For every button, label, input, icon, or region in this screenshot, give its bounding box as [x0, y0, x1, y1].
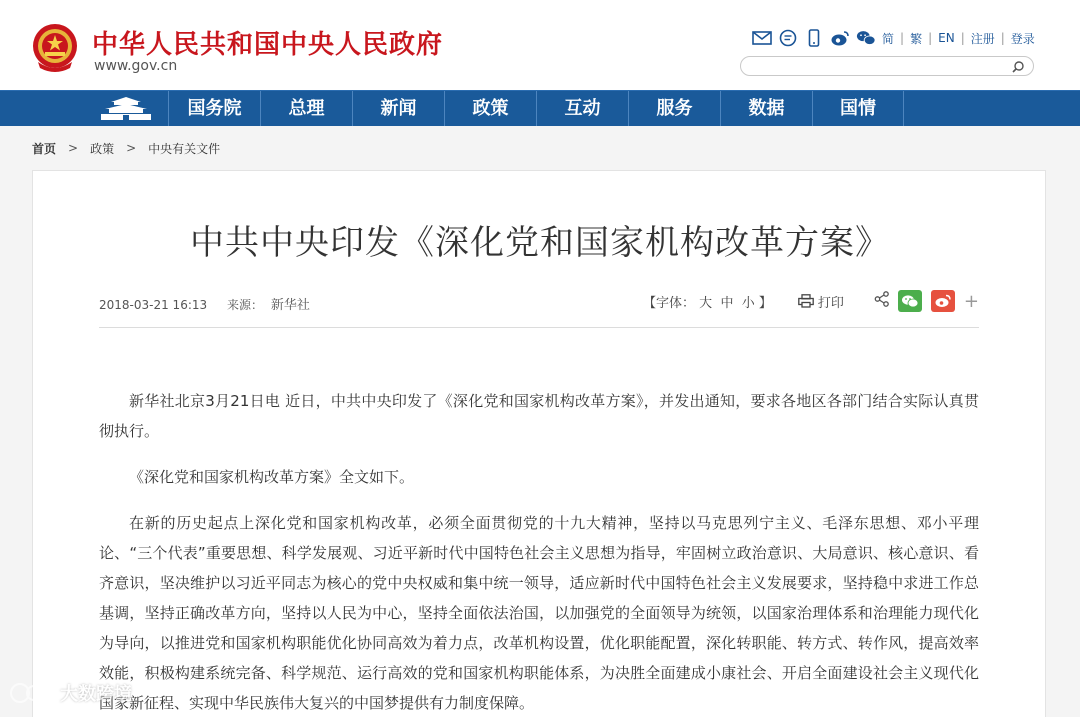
- article-card: [32, 170, 1046, 717]
- watermark-logo-icon: [10, 681, 54, 705]
- mail-icon[interactable]: [752, 29, 772, 47]
- breadcrumb-home[interactable]: 首页: [32, 141, 57, 156]
- nav-item-national-info[interactable]: 国情: [812, 91, 904, 126]
- site-domain[interactable]: www.gov.cn: [94, 58, 178, 74]
- chevron-right-icon: >: [126, 141, 137, 155]
- watermark: [10, 680, 132, 706]
- wechat-icon[interactable]: [856, 29, 876, 47]
- article-meta: [99, 294, 310, 313]
- print-button[interactable]: [798, 292, 844, 311]
- watermark-text: 大数跨境: [60, 684, 132, 705]
- more-share-icon[interactable]: +: [963, 290, 979, 312]
- breadcrumb-policy[interactable]: 政策: [90, 141, 115, 156]
- nav-home-tiananmen-icon[interactable]: [84, 91, 168, 126]
- article-paragraph: 新华社北京3月21日电 近日，中共中央印发了《深化党和国家机构改革方案》，并发出通知，要求各地区各部门结合实际认真贯彻执行。: [99, 392, 979, 440]
- national-emblem-icon[interactable]: [30, 22, 80, 74]
- font-size-label: 【字体：: [643, 295, 696, 311]
- search-box: [740, 56, 1034, 76]
- simplified-chinese-link[interactable]: 简: [882, 31, 895, 46]
- traditional-chinese-link[interactable]: 繁: [910, 31, 923, 46]
- site-header: [0, 0, 1080, 90]
- site-title[interactable]: 中华人民共和国中央人民政府: [92, 30, 444, 60]
- nav-item-premier[interactable]: 总理: [260, 91, 352, 126]
- english-link[interactable]: EN: [938, 31, 955, 45]
- font-size-large[interactable]: 大: [699, 295, 713, 311]
- search-input[interactable]: [751, 59, 1007, 73]
- share-icon[interactable]: [874, 291, 890, 311]
- nav-item-policy[interactable]: 政策: [444, 91, 536, 126]
- weibo-icon[interactable]: [830, 29, 850, 47]
- message-icon[interactable]: [778, 29, 798, 47]
- font-size-medium[interactable]: 中: [720, 295, 734, 311]
- nav-item-state-council[interactable]: 国务院: [168, 91, 260, 126]
- nav-item-data[interactable]: 数据: [720, 91, 812, 126]
- article-paragraph: 在新的历史起点上深化党和国家机构改革，必须全面贯彻党的十九大精神，坚持以马克思列宁主义、毛泽东思想、邓小平理论、“三个代表”重要思想、科学发展观、习近平新时代中国特色社会主义思想为指导，牢固树立政治意识、大局意识、核心意识、看齐意识，坚决维护以习近平同志为核心的党中央权威和集中统一领导，适应新时代中国特色社会主义发展要求，坚持稳中求进工作总基调，坚持正确改革方向，坚持以人民为中心，坚持全面依法治国，以加强党的全面领导为统领，以国家治理体系和治理能力现代化为导向，以推进党和国家机构职能优化协同高效为着力点，改革机构设置，优化职能配置，深化转职能、转方式、转作风，提高效率效能，积极构建系统完备、科学规范、运行高效的党和国家机构职能体系，为决胜全面建成小康社会、开启全面建设社会主义现代化国家新征程、实现中华民族伟大复兴的中国梦提供有力制度保障。: [99, 514, 979, 712]
- link-separator: |: [960, 31, 965, 45]
- link-separator: |: [928, 31, 933, 45]
- font-size-group: [643, 292, 772, 311]
- article-paragraph: 《深化党和国家机构改革方案》全文如下。: [129, 468, 415, 486]
- register-link[interactable]: 注册: [970, 31, 995, 46]
- login-link[interactable]: 登录: [1010, 31, 1035, 46]
- chevron-right-icon: >: [68, 141, 79, 155]
- top-tools: [752, 28, 1035, 48]
- link-separator: |: [900, 31, 905, 45]
- source-label: 来源：: [226, 298, 263, 312]
- article-title: 中共中央印发《深化党和国家机构改革方案》: [190, 223, 890, 263]
- nav-items: [168, 91, 904, 126]
- printer-icon: [798, 294, 814, 308]
- share-weibo-icon[interactable]: [931, 290, 955, 312]
- article-source: 新华社: [270, 298, 310, 313]
- meta-divider: [99, 327, 979, 328]
- link-separator: |: [1000, 31, 1005, 45]
- share-wechat-icon[interactable]: [898, 290, 922, 312]
- font-size-end: 】: [758, 295, 772, 311]
- breadcrumb-central-documents[interactable]: 中央有关文件: [148, 141, 221, 156]
- main-nav: [0, 90, 1080, 126]
- breadcrumb: [32, 140, 220, 156]
- nav-item-services[interactable]: 服务: [628, 91, 720, 126]
- article-tools: [643, 289, 979, 313]
- mobile-icon[interactable]: [804, 29, 824, 47]
- search-icon[interactable]: [1011, 59, 1025, 73]
- nav-item-interaction[interactable]: 互动: [536, 91, 628, 126]
- article-date: 2018-03-21 16:13: [99, 298, 208, 312]
- print-label: 打印: [817, 295, 844, 311]
- font-size-small[interactable]: 小: [741, 295, 755, 311]
- nav-item-news[interactable]: 新闻: [352, 91, 444, 126]
- article-body: [99, 386, 979, 717]
